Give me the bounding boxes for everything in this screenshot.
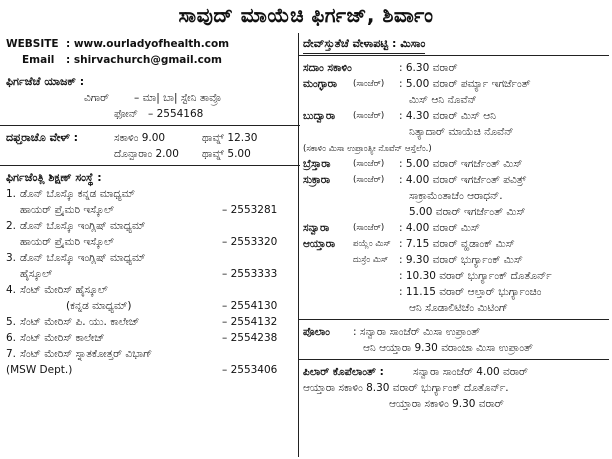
school-4-name: ಸೆಂಟ್ ಮೇರಿಸ್ ಹೈಸ್ಕೂಲ್ — [20, 284, 108, 296]
first-communion-value-3: ಆಯ್ತಾರಾ ಸಕಾಳಿಂ 9.30 ವರಾರ್ — [389, 398, 504, 410]
mass-sat-row — [303, 220, 609, 236]
office-hours-2: ದೊನ್ಪಾರಾಂ 2.00 — [114, 148, 179, 160]
mass-fri-row-2 — [303, 188, 609, 204]
mass-wed-label: ಬುದ್ವಾರಾ — [303, 110, 336, 122]
mass-wed-note: (ಸಕಾಳಿಂ ಮಿಸಾ ಉಪ್ರಾಂತ್ಯೀ ನೊವೆನ್ ಆಸ್ತೆಲೆಂ.) — [303, 144, 432, 154]
mass-thu-eve: (ಸಾಂಜೆರ್) — [353, 159, 385, 169]
first-communion-row-2 — [303, 380, 609, 396]
mass-wed-note-row — [303, 140, 609, 156]
school-7-row-1 — [6, 346, 294, 362]
divider — [298, 55, 609, 56]
school-4-row-1 — [6, 282, 294, 298]
mass-sun-row-1 — [303, 236, 609, 252]
school-1-phone: – 2553281 — [222, 204, 278, 216]
school-3-phone: – 2553333 — [222, 268, 278, 280]
school-6-num: 6. — [6, 332, 17, 344]
divider — [298, 319, 609, 320]
mass-fri-row-3 — [303, 204, 609, 220]
confession-label: ಪೊಲಾಂ — [303, 326, 330, 338]
mass-sun-third-value: : 10.30 ವರಾರ್ ಭುರ್ಗ್ಯಾಂಕ್ ದೊತೊರ್ನ್ — [399, 270, 552, 282]
left-column — [6, 36, 294, 378]
mass-wed-row — [303, 108, 609, 124]
mass-fri-value-2: ಸಾಕ್ರಾಮೆಂತಾಚೆಂ ಆರಾಧನ್. — [409, 190, 503, 202]
confession-value: : ಸನ್ವಾರಾ ಸಾಂಜೆರ್ ಮಿಸಾ ಉಪ್ರಾಂತ್ — [353, 326, 481, 338]
school-3-row-1 — [6, 250, 294, 266]
priest-phone-label: ಫೋನ್ — [114, 108, 138, 120]
divider — [0, 125, 300, 126]
right-column — [303, 36, 609, 412]
school-2-row-2 — [6, 234, 294, 250]
email-label: Email — [22, 54, 55, 66]
school-3-num: 3. — [6, 252, 17, 264]
school-4-name-2: (ಕನ್ನಡ ಮಾಧ್ಯಮ್) — [66, 300, 132, 312]
school-2-name-2: ಹಾಯರ್ ಪ್ರೈಮರಿ ಇಸ್ಕೊಲ್ — [20, 236, 115, 248]
mass-daily-value: : 6.30 ವರಾರ್ — [399, 62, 458, 74]
school-2-name: ಡೊನ್ ಬೊಸ್ಕೊ ಇಂಗ್ಲಿಷ್ ಮಾಧ್ಯಮ್ — [20, 220, 146, 232]
mass-sun-row-5 — [303, 300, 609, 316]
mass-thu-row — [303, 156, 609, 172]
office-hours-1-end: ಥಾವ್ನ್ 12.30 — [202, 132, 258, 144]
mass-thu-value: : 5.00 ವರಾರ್ ಇಗರ್ಜೆಂತ್ ಮಿಸ್ — [399, 158, 523, 170]
website-row — [6, 36, 294, 52]
first-communion-value: ಸನ್ವಾರಾ ಸಾಂಜೆರ್ 4.00 ವರಾರ್ — [413, 366, 528, 378]
school-1-name-2: ಹಾಯರ್ ಪ್ರೈಮರಿ ಇಸ್ಕೊಲ್ — [20, 204, 115, 216]
school-2-phone: – 2553320 — [222, 236, 278, 248]
priest-name-label: ವಿಗಾರ್ — [84, 92, 110, 104]
first-communion-row — [303, 364, 609, 380]
priest-name-row — [6, 90, 294, 106]
priest-name-value: – ಮಾ| ಬಾ| ಸ್ಟೇನಿ ತಾವ್ರೊ — [134, 92, 222, 104]
school-3-name-2: ಹೈಸ್ಕೂಲ್ — [20, 268, 53, 280]
mass-daily-label: ಸದಾಂ ಸಕಾಳಿಂ — [303, 62, 352, 74]
school-7-row-2 — [6, 362, 294, 378]
email-value[interactable]: : shirvachurch@gmail.com — [66, 54, 222, 66]
divider — [0, 165, 300, 166]
first-communion-value-2: ಆಯ್ತಾರಾ ಸಕಾಳಿಂ 8.30 ವರಾರ್ ಭುರ್ಗ್ಯಾಂಕ್ ದೊತೊರ್ನ್. — [303, 382, 509, 394]
school-2-row-1 — [6, 218, 294, 234]
school-6-name: ಸೆಂಟ್ ಮೇರಿಸ್ ಕಾಲೇಜ್ — [20, 332, 105, 344]
school-5-row — [6, 314, 294, 330]
office-hours-1: ಸಕಾಳಿಂ 9.00 — [114, 132, 166, 144]
mass-sun-second: ದುಸ್ರೆಂ ಮಿಸ್ — [353, 255, 389, 265]
mass-wed-eve: (ಸಾಂಜೆರ್) — [353, 111, 385, 121]
mass-fri-row — [303, 172, 609, 188]
mass-tue-row — [303, 76, 609, 92]
mass-tue-eve: (ಸಾಂಜೆರ್) — [353, 79, 385, 89]
mass-tue-row-2 — [303, 92, 609, 108]
mass-fri-eve: (ಸಾಂಜೆರ್) — [353, 175, 385, 185]
confession-row — [303, 324, 609, 340]
mass-sun-fourth-value: : 11.15 ವರಾರ್ ಆಲ್ತಾರ್ ಭುರ್ಗ್ಯಾಂಚಿಂ — [399, 286, 542, 298]
school-1-name: ಡೊನ್ ಬೊಸ್ಕೊ ಕನ್ನಡ ಮಾಧ್ಯಮ್ — [20, 188, 136, 200]
website-label: WEBSITE — [6, 38, 59, 50]
mass-wed-value: : 4.30 ವರಾರ್ ಮಿಸ್ ಆನಿ — [399, 110, 497, 122]
school-7-num: 7. — [6, 348, 17, 360]
school-5-phone: – 2554132 — [222, 316, 278, 328]
office-row-1 — [6, 130, 294, 146]
mass-sun-row-4 — [303, 284, 609, 300]
confession-value-2: ಆನಿ ಆಯ್ತಾರಾ 9.30 ವರಾಂಚಾ ಮಿಸಾ ಉಪ್ರಾಂತ್ — [363, 342, 533, 354]
office-hours-2-end: ಥಾವ್ನ್ 5.00 — [202, 148, 251, 160]
school-7-name: ಸೆಂಟ್ ಮೇರಿಸ್ ಸ್ನಾತಕೋತ್ತರ್ ವಿಭಾಗ್ — [20, 348, 153, 360]
mass-wed-value-2: ನಿತ್ಯಾದಾರ್ ಮಾಯೆಚಿ ನೊವೆನ್ — [409, 126, 514, 138]
mass-wed-row-2 — [303, 124, 609, 140]
page-title: ಸಾವುದ್ ಮಾಯೆಚಿ ಫಿರ್ಗಜ್, ಶಿರ್ವಾಂ — [178, 3, 434, 27]
school-5-num: 5. — [6, 316, 17, 328]
mass-sun-row-2 — [303, 252, 609, 268]
column-divider — [298, 33, 299, 457]
mass-fri-value-3: 5.00 ವರಾರ್ ಇಗರ್ಜೆಂತ್ ಮಿಸ್ — [409, 206, 526, 218]
school-4-num: 4. — [6, 284, 17, 296]
mass-tue-value-2: ಮಿಸ್ ಆನಿ ನೊವೆನ್ — [409, 94, 477, 106]
priest-phone-value: – 2554168 — [148, 108, 204, 120]
mass-sun-second-value: : 9.30 ವರಾರ್ ಭುರ್ಗ್ಯಾಂಕ್ ಮಿಸ್ — [399, 254, 523, 266]
mass-sun-first-value: : 7.15 ವರಾರ್ ವ್ಹಡಾಂಕ್ ಮಿಸ್ — [399, 238, 515, 250]
mass-sun-first: ಪಯ್ಲೆಂ ಮಿಸ್ — [353, 239, 391, 249]
school-2-num: 2. — [6, 220, 17, 232]
school-7-phone: – 2553406 — [222, 364, 278, 376]
school-5-name: ಸೆಂಟ್ ಮೇರಿಸ್ ಪಿ. ಯು. ಕಾಲೇಜ್ — [20, 316, 140, 328]
school-3-name: ಡೊನ್ ಬೊಸ್ಕೊ ಇಂಗ್ಲಿಷ್ ಮಾಧ್ಯಮ್ — [20, 252, 146, 264]
mass-sat-label: ಸನ್ವಾರಾ — [303, 222, 330, 234]
school-1-row-1 — [6, 186, 294, 202]
mass-thu-label: ಬ್ರೆಸ್ತಾರಾ — [303, 158, 331, 170]
school-7-dept: (MSW Dept.) — [6, 364, 73, 376]
office-row-2 — [6, 146, 294, 162]
mass-heading — [303, 36, 609, 52]
school-1-row-2 — [6, 202, 294, 218]
mass-sun-fourth-value-2: ಆನಿ ಸೊಡಾಲಿಟಿಚೆಂ ಮಿಟಿಂಗ್ — [409, 302, 508, 314]
mass-fri-value: : 4.00 ವರಾರ್ ಇಗರ್ಜೆಂತ್ ಪವಿತ್ರ್ — [399, 174, 527, 186]
mass-sun-label: ಆಯ್ತಾರಾ — [303, 238, 336, 250]
school-4-phone: – 2554130 — [222, 300, 278, 312]
mass-sat-eve: (ಸಾಂಜೆರ್) — [353, 223, 385, 233]
mass-sun-row-3 — [303, 268, 609, 284]
priest-phone-row — [6, 106, 294, 122]
mass-tue-value: : 5.00 ವರಾರ್ ಪರ್ಮ್ಯಾ ಇಗರ್ಜೆಂತ್ — [399, 78, 531, 90]
schools-heading: ಫಿರ್ಗಜೆಂತ್ಲಿ ಶಿಕ್ಷಣ್ ಸಂಸ್ಥೆ : — [6, 171, 102, 184]
mass-daily-row — [303, 60, 609, 76]
school-1-num: 1. — [6, 188, 17, 200]
school-3-row-2 — [6, 266, 294, 282]
email-row — [6, 52, 294, 68]
first-communion-row-3 — [303, 396, 609, 412]
office-label: ದಫ್ತರಾಚೊ ವೇಳ್ : — [6, 131, 79, 144]
mass-fri-label: ಸುಕ್ರಾರಾ — [303, 174, 331, 186]
school-6-row — [6, 330, 294, 346]
mass-sat-value: : 4.00 ವರಾರ್ ಮಿಸ್ — [399, 222, 480, 234]
mass-heading-text: ದೇವ್‌ಸ್ತುತೆಚೆ ವೇಳಾಪಟ್ಟಿ : ಮಿಸಾಂ — [303, 36, 425, 54]
school-4-row-2 — [6, 298, 294, 314]
website-value[interactable]: : www.ourladyofhealth.com — [66, 38, 230, 50]
divider — [298, 359, 609, 360]
confession-row-2 — [303, 340, 609, 356]
first-communion-label: ಪಿಲಾರ್ ಕೊಪೆಲಾಂತ್ : — [303, 366, 384, 378]
school-6-phone: – 2554238 — [222, 332, 278, 344]
priest-heading: ಫಿರ್ಗಜೆಚೆ ಯಾಜಕ್ : — [6, 75, 85, 88]
mass-tue-label: ಮಂಗ್ಳಾರಾ — [303, 78, 337, 90]
